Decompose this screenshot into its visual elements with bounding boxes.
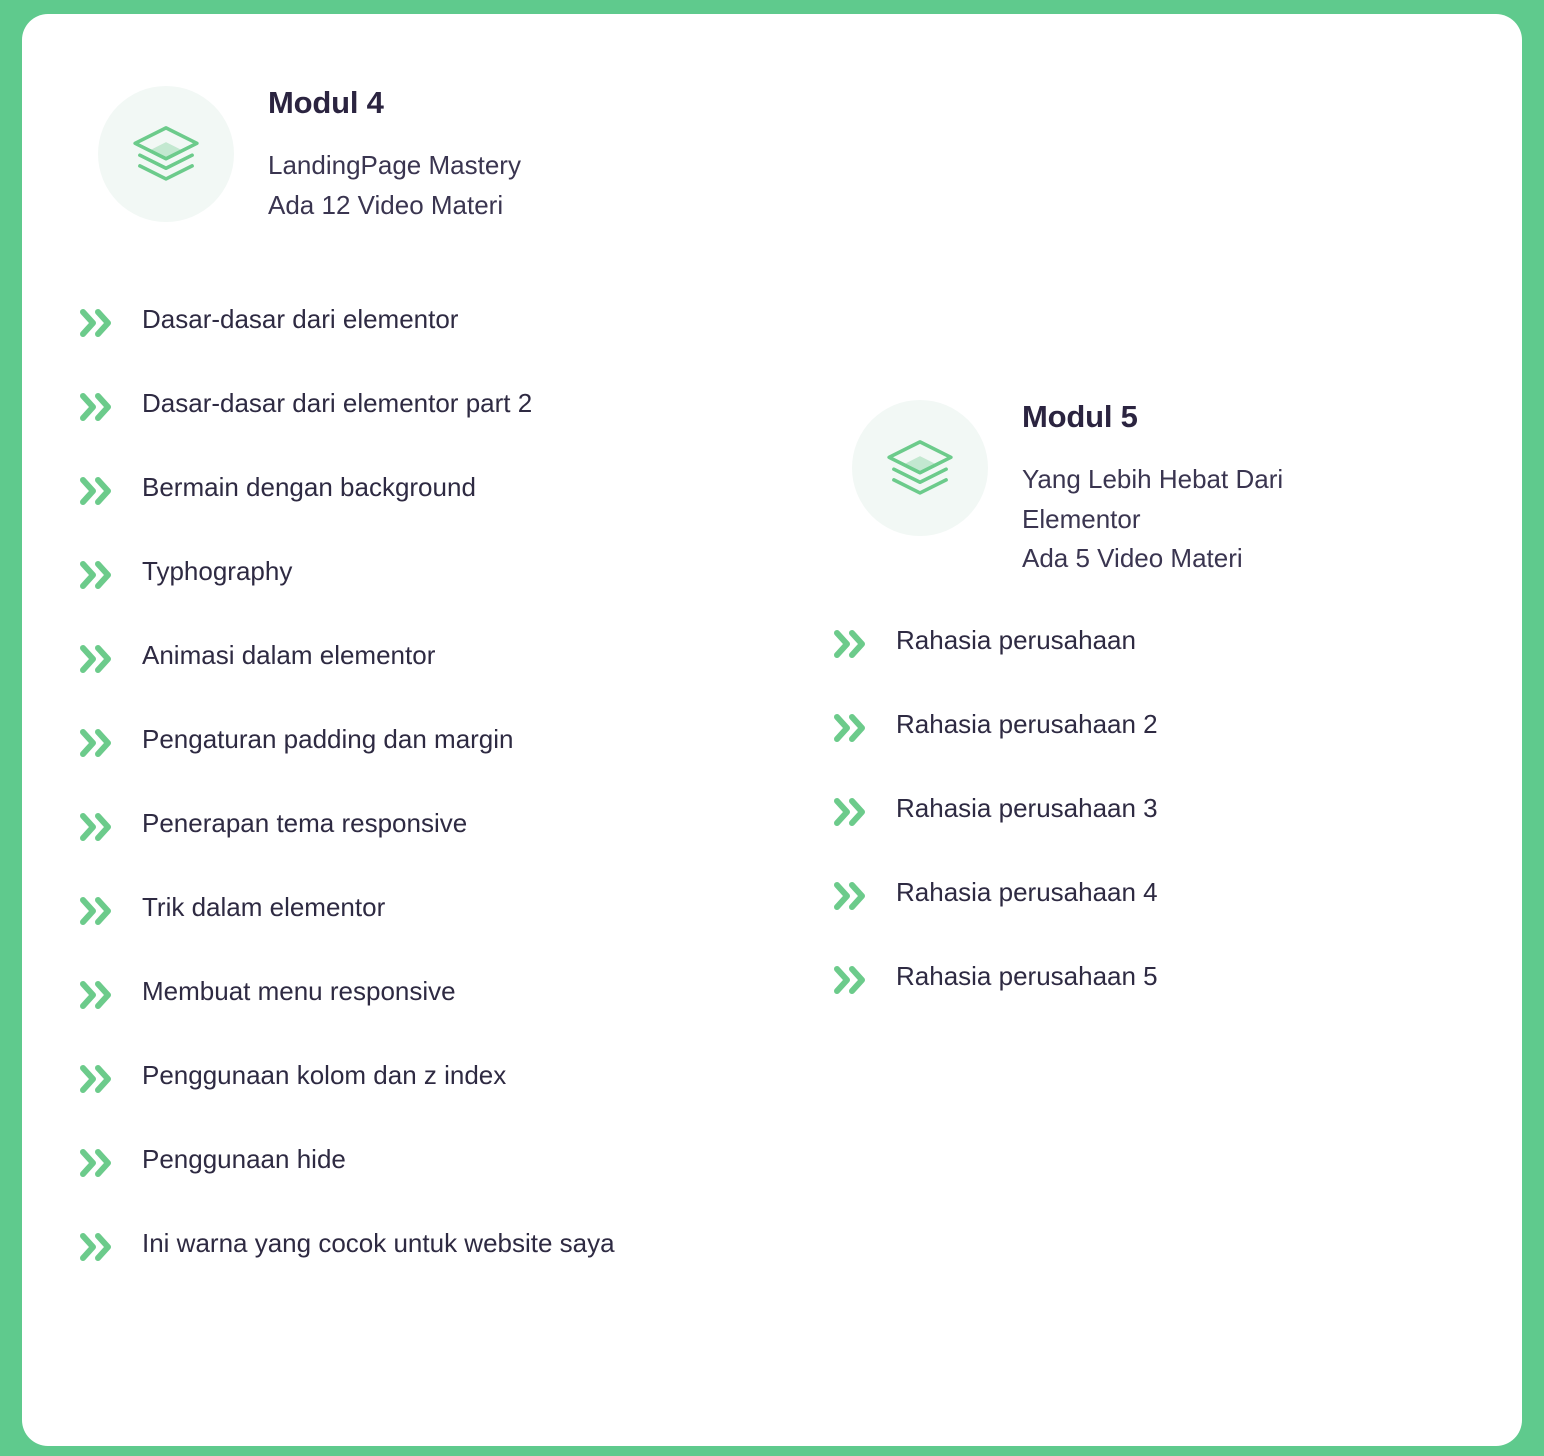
module-header-5 (832, 386, 1472, 579)
list-item (832, 875, 1472, 913)
double-chevron-right-icon (832, 879, 870, 913)
double-chevron-right-icon (78, 1062, 116, 1096)
list-item (832, 707, 1472, 745)
double-chevron-right-icon (832, 795, 870, 829)
module-header-text-5 (1022, 386, 1472, 579)
list-item-label: Penggunaan kolom dan z index (142, 1060, 507, 1090)
list-item-label: Rahasia perusahaan 3 (896, 792, 1158, 823)
list-item-label: Rahasia perusahaan 2 (896, 708, 1158, 739)
double-chevron-right-icon (78, 306, 116, 340)
module-4-item-list (78, 302, 838, 1264)
list-item (78, 554, 838, 592)
list-item-label: Penggunaan hide (142, 1144, 346, 1174)
module-header-4 (78, 72, 838, 242)
module-subtitle-line-1: Yang Lebih Hebat Dari Elementor (1022, 464, 1284, 534)
layers-icon (98, 86, 234, 222)
list-item (78, 1142, 838, 1180)
list-item (78, 1226, 838, 1264)
double-chevron-right-icon (78, 894, 116, 928)
list-item (832, 623, 1472, 661)
double-chevron-right-icon (78, 558, 116, 592)
double-chevron-right-icon (832, 627, 870, 661)
list-item-label: Penerapan tema responsive (142, 808, 468, 838)
list-item (78, 974, 838, 1012)
module-title: Modul 5 (1022, 399, 1138, 434)
double-chevron-right-icon (78, 642, 116, 676)
double-chevron-right-icon (78, 978, 116, 1012)
double-chevron-right-icon (78, 810, 116, 844)
module-subtitle-line-1: LandingPage Mastery (268, 150, 521, 181)
list-item (78, 386, 838, 424)
list-item-label: Pengaturan padding dan margin (142, 724, 514, 754)
list-item (78, 890, 838, 928)
list-item-label: Animasi dalam elementor (142, 640, 436, 670)
double-chevron-right-icon (78, 1230, 116, 1264)
module-column-4 (78, 72, 838, 1310)
module-card (22, 14, 1522, 1446)
list-item (78, 1058, 838, 1096)
module-5-item-list (832, 623, 1472, 997)
double-chevron-right-icon (78, 1146, 116, 1180)
list-item-label: Trik dalam elementor (142, 892, 386, 922)
list-item-label: Bermain dengan background (142, 472, 476, 502)
double-chevron-right-icon (78, 390, 116, 424)
double-chevron-right-icon (78, 726, 116, 760)
double-chevron-right-icon (832, 963, 870, 997)
list-item (78, 470, 838, 508)
module-column-5 (832, 386, 1472, 1043)
list-item-label: Rahasia perusahaan 5 (896, 960, 1158, 991)
list-item (832, 791, 1472, 829)
module-title: Modul 4 (268, 85, 384, 120)
list-item (78, 302, 838, 340)
list-item-label: Dasar-dasar dari elementor (142, 304, 459, 334)
module-subtitle-line-2: Ada 5 Video Materi (1022, 543, 1243, 574)
list-item-label: Dasar-dasar dari elementor part 2 (142, 388, 533, 418)
double-chevron-right-icon (78, 474, 116, 508)
list-item-label: Ini warna yang cocok untuk website saya (142, 1228, 615, 1258)
module-subtitle-line-2: Ada 12 Video Materi (268, 189, 504, 220)
list-item (78, 638, 838, 676)
list-item-label: Typhography (142, 556, 293, 586)
list-item (78, 722, 838, 760)
double-chevron-right-icon (832, 711, 870, 745)
list-item-label: Rahasia perusahaan (896, 624, 1136, 655)
list-item-label: Rahasia perusahaan 4 (896, 876, 1158, 907)
list-item (78, 806, 838, 844)
layers-icon (852, 400, 988, 536)
list-item-label: Membuat menu responsive (142, 976, 456, 1006)
module-header-text-4 (268, 72, 838, 225)
list-item (832, 959, 1472, 997)
